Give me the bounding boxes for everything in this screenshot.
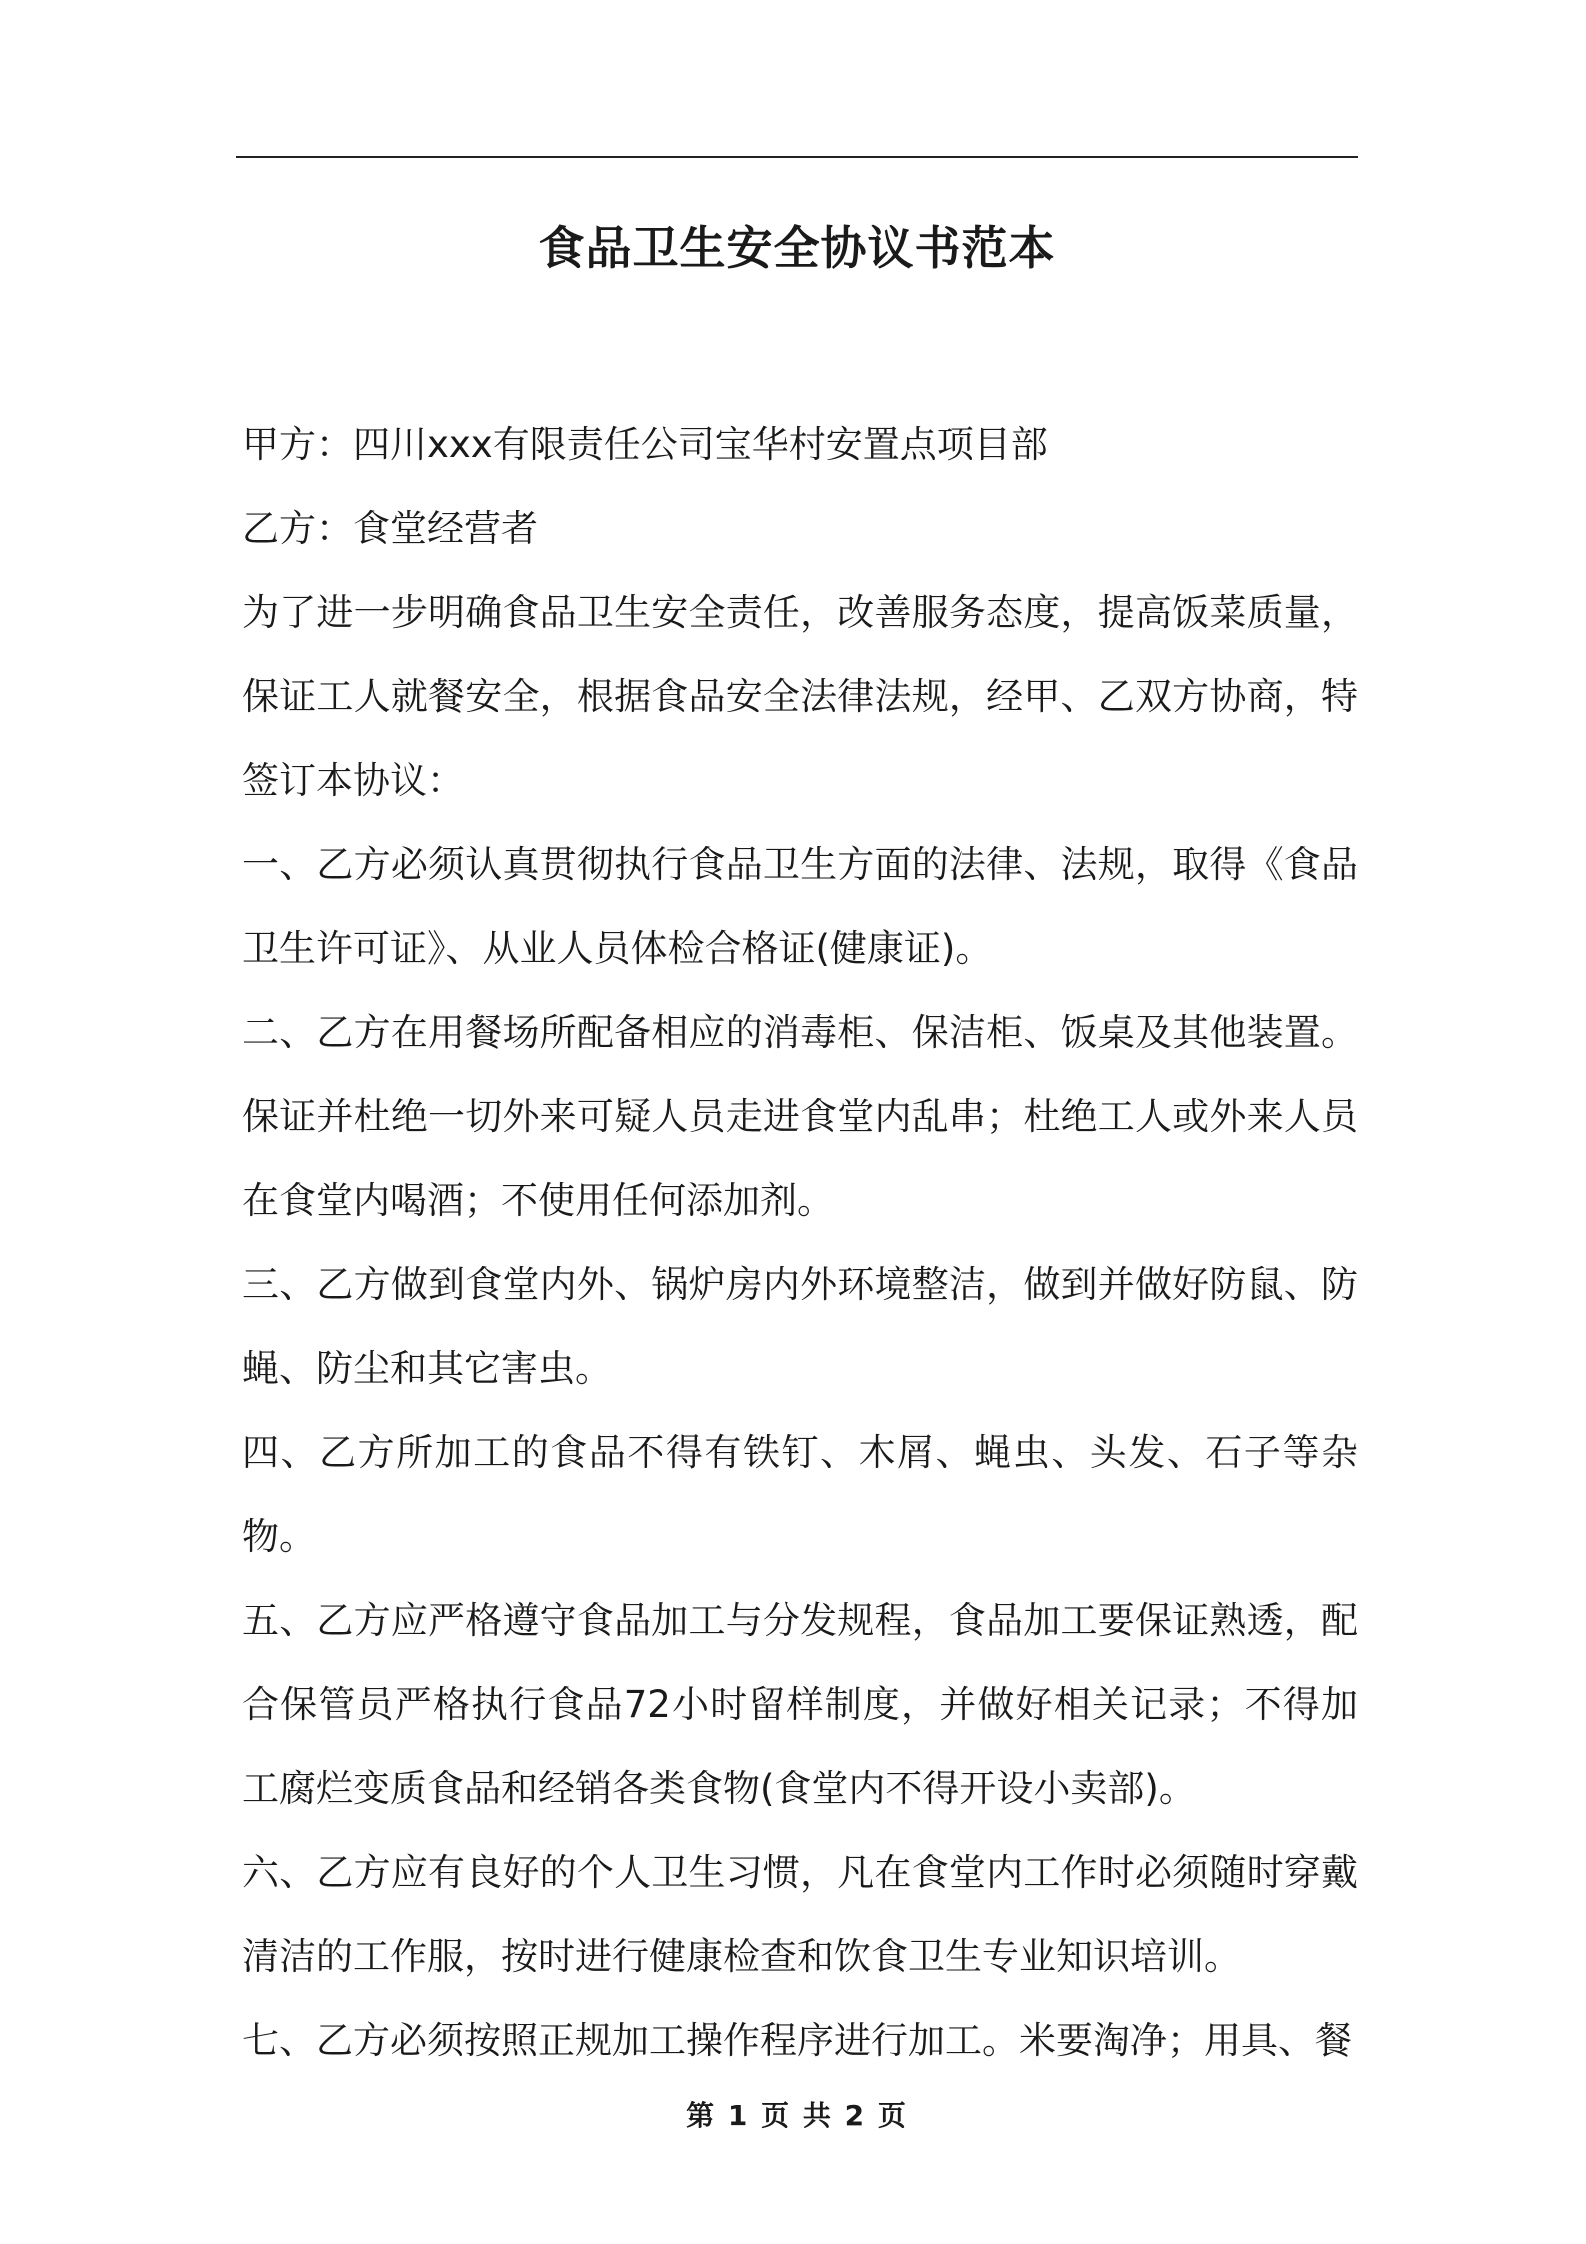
header-rule (236, 156, 1358, 158)
clause-3: 三、乙方做到食堂内外、锅炉房内外环境整洁，做到并做好防鼠、防蝇、防尘和其它害虫。 (242, 1263, 1358, 1390)
clause-2: 二、乙方在用餐场所配备相应的消毒柜、保洁柜、饭桌及其他装置。保证并杜绝一切外来可疑人员走进食堂内乱串；杜绝工人或外来人员在食堂内喝酒；不使用任何添加剂。 (242, 1011, 1358, 1222)
page-number-footer: 第 1 页 共 2 页 (686, 2099, 908, 2132)
clause-5: 五、乙方应严格遵守食品加工与分发规程，食品加工要保证熟透，配合保管员严格执行食品72小时留样制度，并做好相关记录；不得加工腐烂变质食品和经销各类食物(食堂内不得开设小卖部)。 (242, 1599, 1358, 1810)
clause-4: 四、乙方所加工的食品不得有铁钉、木屑、蝇虫、头发、石子等杂物。 (242, 1431, 1358, 1558)
document-title: 食品卫生安全协议书范本 (538, 221, 1056, 275)
clause-7: 七、乙方必须按照正规加工操作程序进行加工。米要淘净；用具、餐 (242, 2019, 1352, 2062)
preamble-paragraph: 为了进一步明确食品卫生安全责任，改善服务态度，提高饭菜质量，保证工人就餐安全，根据食品安全法律法规，经甲、乙双方协商，特签订本协议： (242, 591, 1358, 802)
party-a-line: 甲方：四川xxx有限责任公司宝华村安置点项目部 (242, 423, 1048, 466)
party-b-line: 乙方：食堂经营者 (242, 507, 538, 550)
document-body (242, 403, 1358, 2083)
clause-6: 六、乙方应有良好的个人卫生习惯，凡在食堂内工作时必须随时穿戴清洁的工作服，按时进行健康检查和饮食卫生专业知识培训。 (242, 1851, 1358, 1978)
clause-1: 一、乙方必须认真贯彻执行食品卫生方面的法律、法规，取得《食品卫生许可证》、从业人员体检合格证(健康证)。 (242, 843, 1358, 970)
